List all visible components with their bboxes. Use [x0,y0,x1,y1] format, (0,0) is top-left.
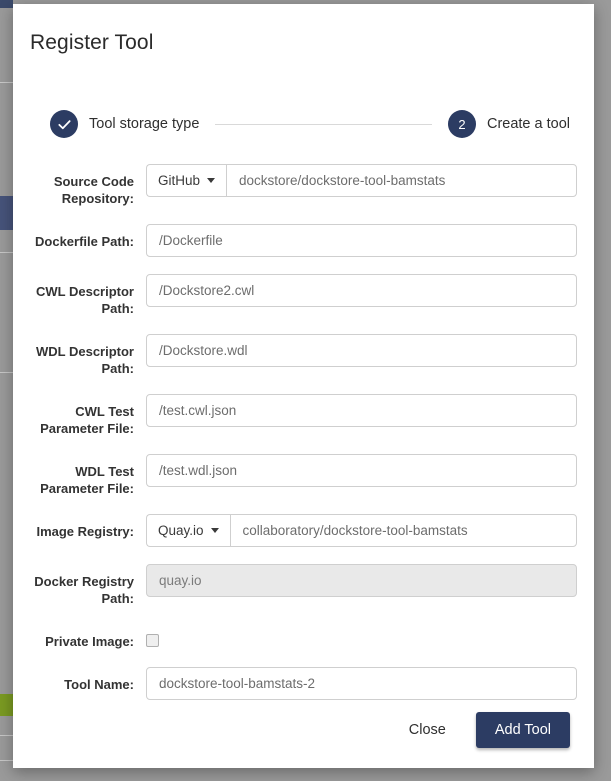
source-code-repository-control [146,164,577,197]
docker-registry-path-control [146,564,577,597]
background-card-sliver [0,196,13,230]
stepper-step-tool-storage-type[interactable] [50,110,199,138]
form-row-wdl-test-parameter-file [13,454,594,497]
cwl-descriptor-path-label: CWL Descriptor Path: [36,284,134,316]
wdl-test-parameter-file-control [146,454,577,487]
form-row-wdl-descriptor-path [13,334,594,377]
image-registry-dropdown-value: Quay.io [158,523,204,538]
docker-registry-path-input: quay.io [146,564,577,597]
image-registry-dropdown[interactable] [146,514,230,547]
form-row-docker-registry-path [13,564,594,607]
stepper-step-label: Tool storage type [89,116,200,132]
image-registry-label: Image Registry: [36,524,134,539]
background-divider [0,372,13,373]
cwl-descriptor-path-control [146,274,577,307]
background-navbar-sliver [0,0,13,8]
source-code-repository-input[interactable]: dockstore/dockstore-tool-bamstats [226,164,577,197]
wizard-stepper [50,108,570,140]
register-tool-dialog [13,4,594,768]
form-row-cwl-descriptor-path [13,274,594,317]
wdl-descriptor-path-label: WDL Descriptor Path: [36,344,134,376]
dockerfile-path-control [146,224,577,257]
stepper-step-create-a-tool[interactable] [448,110,570,138]
background-divider [0,735,13,736]
background-divider [0,82,13,83]
background-divider [0,760,13,761]
form-row-cwl-test-parameter-file [13,394,594,437]
wdl-test-parameter-file-label: WDL Test Parameter File: [40,464,134,496]
background-divider [0,252,13,253]
source-code-repository-label: Source Code Repository: [53,174,134,206]
background-highlight-sliver [0,694,13,716]
private-image-label: Private Image: [45,634,134,649]
source-code-repository-dropdown-value: GitHub [158,173,201,188]
chevron-down-icon [207,178,215,183]
form-row-image-registry [13,514,594,547]
form-row-dockerfile-path [13,224,594,257]
register-tool-form [13,164,594,717]
cwl-descriptor-path-input[interactable]: /Dockstore2.cwl [146,274,577,307]
form-row-private-image [13,624,594,650]
tool-name-input[interactable]: dockstore-tool-bamstats-2 [146,667,577,700]
private-image-control [146,624,577,647]
image-registry-input[interactable]: collaboratory/dockstore-tool-bamstats [230,514,577,547]
close-button[interactable]: Close [397,714,458,746]
stepper-step-label: Create a tool [486,116,570,132]
source-code-repository-dropdown[interactable] [146,164,226,197]
dockerfile-path-input[interactable]: /Dockerfile [146,224,577,257]
check-icon [50,110,78,138]
docker-registry-path-label: Docker Registry Path: [34,574,134,606]
image-registry-control [146,514,577,547]
wdl-descriptor-path-control [146,334,577,367]
cwl-test-parameter-file-input[interactable]: /test.cwl.json [146,394,577,427]
wdl-test-parameter-file-input[interactable]: /test.wdl.json [146,454,577,487]
cwl-test-parameter-file-control [146,394,577,427]
dockerfile-path-label: Dockerfile Path: [35,234,134,249]
private-image-checkbox[interactable] [146,634,159,647]
dialog-footer [13,692,594,768]
form-row-source-code-repository [13,164,594,207]
add-tool-button[interactable]: Add Tool [476,712,570,748]
step-number-badge: 2 [448,110,476,138]
dialog-title: Register Tool [30,31,154,54]
stepper-connector [215,124,432,125]
chevron-down-icon [211,528,219,533]
cwl-test-parameter-file-label: CWL Test Parameter File: [40,404,134,436]
tool-name-label: Tool Name: [64,677,134,692]
wdl-descriptor-path-input[interactable]: /Dockstore.wdl [146,334,577,367]
